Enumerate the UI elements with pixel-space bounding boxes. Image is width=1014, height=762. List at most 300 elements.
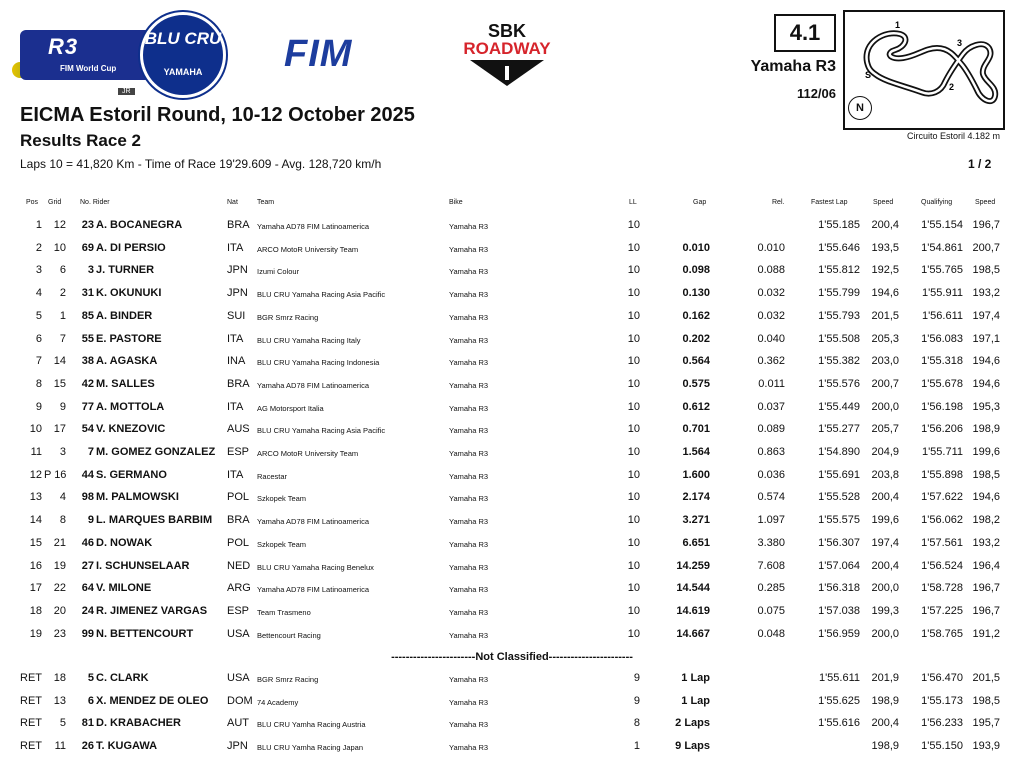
cell-rider: K. OKUNUKI [96, 287, 162, 300]
cell-bike: Yamaha R3 [449, 267, 489, 277]
col-grid: Grid [48, 199, 62, 206]
cell-spd: 200,4 [871, 559, 899, 572]
cell-spd: 200,0 [871, 400, 899, 413]
cell-spd: 194,6 [871, 287, 899, 300]
cell-qs: 201,5 [972, 672, 1000, 684]
cell-rider: E. PASTORE [96, 332, 162, 345]
cell-qs: 193,2 [972, 536, 1000, 549]
cell-num: 99 [81, 627, 94, 640]
cell-bike: Yamaha R3 [449, 222, 489, 231]
race-info: Laps 10 = 41,820 Km - Time of Race 19'29.609 - Avg. 128,720 km/h [20, 157, 382, 171]
cell-rider: C. CLARK [96, 672, 149, 684]
cell-fl: 1'56.307 [818, 536, 860, 549]
cell-num: 46 [81, 536, 94, 549]
cell-gap: 14.667 [676, 627, 710, 640]
cell-grid: 10 [53, 241, 66, 254]
cell-q: 1'56.083 [921, 332, 963, 345]
cell-bike: Yamaha R3 [449, 335, 489, 345]
cell-team: Yamaha AD78 FIM Latinoamerica [257, 380, 369, 390]
cell-num: 81 [81, 717, 94, 730]
cell-spd: 192,5 [871, 264, 899, 277]
cell-rider: S. GERMANO [96, 468, 167, 481]
table-row [0, 628, 1014, 650]
table-row [0, 560, 1014, 582]
r3-logo-text: R3 [48, 34, 79, 59]
cell-rel: 0.032 [757, 287, 785, 300]
cell-team: AG Motorsport Italia [257, 403, 324, 413]
cell-num: 44 [81, 468, 94, 481]
cell-nat: ITA [227, 468, 244, 481]
cell-num: 54 [81, 423, 94, 436]
cell-gap: 0.701 [682, 423, 710, 436]
cell-fl: 1'54.890 [818, 446, 860, 458]
cell-ll: 10 [627, 491, 640, 504]
cell-gap: 0.130 [682, 287, 710, 300]
table-row [0, 514, 1014, 536]
cell-gap: 0.162 [682, 309, 710, 322]
cell-ll: 10 [627, 355, 640, 368]
cell-nat: POL [227, 536, 250, 549]
cell-grid: 15 [53, 377, 66, 390]
cell-spd: 200,0 [871, 582, 899, 595]
cell-qs: 195,7 [972, 717, 1000, 730]
roadway-text: ROADWAY [463, 39, 551, 58]
cell-grid: 7 [59, 332, 66, 345]
col-ll: LL [629, 199, 637, 206]
cell-rider: D. KRABACHER [96, 717, 181, 730]
cell-team: BLU CRU Yamaha Racing Asia Pacific [257, 290, 386, 300]
cell-pos: 6 [35, 332, 42, 345]
cell-gap: 0.098 [682, 264, 710, 277]
cell-pos: 17 [29, 582, 42, 595]
cell-ll: 10 [627, 309, 640, 322]
col-gap: Gap [693, 199, 707, 206]
cell-team: Yamaha AD78 FIM Latinoamerica [257, 222, 369, 231]
circuit-info: Circuito Estoril 4.182 m [906, 131, 1000, 141]
cell-pos: 9 [35, 400, 42, 413]
cell-grid: 4 [59, 491, 66, 504]
cell-grid: P 16 [44, 468, 67, 481]
jr-badge: JR [118, 88, 135, 95]
cell-team: Yamaha AD78 FIM Latinoamerica [257, 517, 369, 527]
blu-cru-text: BLU CRU [144, 29, 222, 48]
col-pos: Pos [26, 199, 39, 206]
cell-pos: 7 [35, 355, 42, 368]
cell-num: 42 [81, 377, 94, 390]
cell-bike: Yamaha R3 [449, 585, 489, 595]
cell-fl: 1'56.318 [818, 582, 860, 595]
cell-fl: 1'57.064 [818, 559, 860, 572]
cell-grid: 19 [53, 559, 66, 572]
cell-team: BLU CRU Yamaha Racing Italy [257, 335, 361, 345]
cell-rider: N. BETTENCOURT [96, 627, 194, 640]
cell-grid: 13 [53, 694, 66, 707]
cell-nat: INA [227, 355, 246, 368]
cell-spd: 204,9 [871, 446, 899, 458]
track-label-1: 1 [895, 20, 901, 30]
cell-qs: 198,5 [972, 264, 1000, 277]
cell-fl: 1'55.616 [818, 717, 860, 730]
cell-pos: 12 [29, 468, 42, 481]
cell-spd: 201,5 [871, 309, 899, 322]
cell-ll: 10 [627, 400, 640, 413]
cell-rider: I. SCHUNSELAAR [96, 559, 190, 572]
cell-nat: JPN [227, 740, 248, 753]
table-row [0, 242, 1014, 264]
table-row [0, 491, 1014, 513]
cell-rider: M. SALLES [96, 377, 155, 390]
cell-bike: Yamaha R3 [449, 312, 489, 322]
cell-pos: 14 [29, 514, 42, 527]
cell-ll: 8 [633, 717, 640, 730]
cell-q: 1'55.765 [921, 264, 963, 277]
cell-fl: 1'55.576 [818, 377, 860, 390]
fim-logo: FIM [284, 33, 353, 75]
cell-ll: 10 [627, 604, 640, 617]
cell-grid: 23 [53, 627, 66, 640]
cell-num: 23 [81, 219, 94, 231]
cell-qs: 196,4 [972, 559, 1000, 572]
cell-num: 38 [81, 355, 94, 368]
cell-ll: 1 [633, 740, 640, 753]
cell-pos: 5 [35, 309, 42, 322]
cell-ll: 10 [627, 446, 640, 458]
cell-bike: Yamaha R3 [449, 471, 489, 481]
cell-spd: 203,0 [871, 355, 899, 368]
cell-fl: 1'55.646 [818, 241, 860, 254]
cell-team: Bettencourt Racing [257, 630, 321, 640]
cell-q: 1'56.611 [921, 309, 963, 322]
compass-north-icon: N [848, 96, 872, 120]
table-row [0, 537, 1014, 559]
cell-grid: 6 [59, 264, 66, 277]
cell-gap: 1 Lap [681, 672, 710, 684]
cell-q: 1'56.206 [921, 423, 963, 436]
cell-nat: BRA [227, 377, 250, 390]
cell-num: 85 [81, 309, 94, 322]
cell-grid: 12 [53, 219, 66, 231]
cell-nat: DOM [227, 694, 253, 707]
cell-team: Izumi Colour [257, 267, 300, 277]
cell-num: 55 [81, 332, 94, 345]
cell-grid: 9 [59, 400, 66, 413]
cell-grid: 18 [53, 672, 66, 684]
cell-qs: 198,5 [972, 468, 1000, 481]
page-number: 1 / 2 [968, 157, 992, 171]
yamaha-text: YAMAHA [163, 67, 203, 77]
cell-gap: 0.564 [682, 355, 710, 368]
cell-pos: RET [20, 672, 42, 684]
cell-num: 5 [87, 672, 94, 684]
cell-gap: 0.202 [682, 332, 710, 345]
cell-team: Szkopek Team [257, 494, 307, 504]
cell-q: 1'58.728 [921, 582, 963, 595]
cell-q: 1'55.173 [921, 694, 963, 707]
cell-bike: Yamaha R3 [449, 244, 489, 254]
table-row [0, 446, 1014, 468]
cell-spd: 201,9 [871, 672, 899, 684]
cell-rel: 7.608 [757, 559, 785, 572]
cell-nat: ESP [227, 604, 250, 617]
table-row [0, 333, 1014, 355]
cell-gap: 14.619 [676, 604, 710, 617]
col-rel: Rel. [772, 199, 785, 206]
class-name: Yamaha R3 [750, 58, 836, 75]
cell-spd: 200,4 [871, 491, 899, 504]
cell-q: 1'55.711 [921, 446, 963, 458]
cell-spd: 198,9 [871, 740, 899, 753]
cell-bike: Yamaha R3 [449, 358, 489, 368]
cell-ll: 10 [627, 423, 640, 436]
table-row [0, 264, 1014, 286]
cell-grid: 20 [53, 604, 66, 617]
cell-nat: ARG [227, 582, 251, 595]
cell-bike: Yamaha R3 [449, 539, 489, 549]
cell-team: 74 Academy [257, 697, 299, 707]
cell-spd: 200,4 [871, 219, 899, 231]
cell-nat: ESP [227, 446, 250, 458]
cell-q: 1'55.154 [921, 219, 963, 231]
track-label-2: 2 [949, 82, 955, 92]
cell-rel: 0.362 [757, 355, 785, 368]
cell-qs: 200,7 [972, 241, 1000, 254]
cell-pos: RET [20, 740, 42, 753]
sbk-roadway-logo [462, 22, 552, 93]
table-row [0, 219, 1014, 241]
col-team: Team [257, 199, 275, 206]
track-label-3: 3 [957, 38, 963, 48]
cell-fl: 1'55.575 [818, 514, 860, 527]
cell-gap: 3.271 [682, 514, 710, 527]
cell-nat: SUI [227, 309, 246, 322]
cell-pos: 4 [35, 287, 42, 300]
cell-q: 1'55.898 [921, 468, 963, 481]
cell-team: BLU CRU Yamha Racing Austria [257, 720, 366, 730]
cell-q: 1'55.911 [921, 287, 963, 300]
cell-qs: 194,6 [972, 355, 1000, 368]
cell-num: 31 [81, 287, 94, 300]
cell-num: 9 [87, 514, 94, 527]
cell-rider: V. MILONE [96, 582, 152, 595]
cell-ll: 9 [633, 672, 640, 684]
cell-q: 1'55.678 [921, 377, 963, 390]
r3-logo-subtext: FIM World Cup [60, 64, 117, 73]
sbk-text: SBK [487, 21, 526, 41]
cell-team: BLU CRU Yamha Racing Japan [257, 743, 364, 753]
cell-ll: 10 [627, 377, 640, 390]
cell-bike: Yamaha R3 [449, 697, 489, 707]
cell-pos: 19 [29, 627, 42, 640]
cell-bike: Yamaha R3 [449, 403, 489, 413]
cell-ll: 10 [627, 287, 640, 300]
cell-ll: 10 [627, 219, 640, 231]
cell-spd: 199,6 [871, 514, 899, 527]
cell-gap: 14.544 [676, 582, 710, 595]
cell-qs: 194,6 [972, 491, 1000, 504]
cell-bike: Yamaha R3 [449, 517, 489, 527]
cell-gap: 2 Laps [675, 717, 710, 730]
cell-grid: 3 [59, 446, 66, 458]
cell-bike: Yamaha R3 [449, 380, 489, 390]
cell-q: 1'56.198 [921, 400, 963, 413]
cell-rel: 0.089 [757, 423, 785, 436]
cell-team: BGR Smrz Racing [257, 312, 319, 322]
table-row [0, 401, 1014, 423]
col-qualifying-speed: Speed [975, 199, 996, 206]
table-row [0, 717, 1014, 739]
cell-team: BLU CRU Yamaha Racing Indonesia [257, 358, 380, 368]
track-label-start: S [865, 70, 872, 80]
cell-rider: A. BINDER [96, 309, 153, 322]
cell-q: 1'58.765 [921, 627, 963, 640]
cell-nat: USA [227, 672, 250, 684]
cell-qs: 193,2 [972, 287, 1000, 300]
cell-ll: 10 [627, 559, 640, 572]
cell-team: Yamaha AD78 FIM Latinoamerica [257, 585, 369, 595]
cell-team: Racestar [257, 471, 288, 481]
cell-ll: 10 [627, 332, 640, 345]
cell-pos: 15 [29, 536, 42, 549]
cell-nat: JPN [227, 264, 248, 277]
cell-rider: R. JIMENEZ VARGAS [96, 604, 208, 617]
cell-team: BLU CRU Yamaha Racing Benelux [257, 562, 374, 572]
cell-pos: 16 [29, 559, 42, 572]
cell-grid: 11 [54, 740, 66, 753]
col-bike: Bike [449, 199, 463, 206]
cell-qs: 193,9 [972, 740, 1000, 753]
cell-grid: 21 [53, 536, 66, 549]
cell-team: Szkopek Team [257, 539, 307, 549]
cell-fl: 1'57.038 [818, 604, 860, 617]
cell-grid: 17 [53, 423, 66, 436]
cell-rider: J. TURNER [96, 264, 155, 277]
cell-rider: L. MARQUES BARBIM [96, 514, 213, 527]
cell-ll: 10 [627, 582, 640, 595]
cell-rel: 0.285 [757, 582, 785, 595]
cell-gap: 1 Lap [681, 694, 710, 707]
cell-gap: 0.612 [682, 400, 710, 413]
cell-grid: 14 [53, 355, 66, 368]
cell-rel: 3.380 [757, 536, 785, 549]
cell-num: 24 [81, 604, 94, 617]
cell-rel: 0.863 [757, 446, 785, 458]
cell-grid: 2 [59, 287, 66, 300]
cell-nat: ITA [227, 241, 244, 254]
cell-q: 1'57.225 [921, 604, 963, 617]
cell-gap: 2.174 [682, 491, 710, 504]
cell-rel: 0.040 [757, 332, 785, 345]
cell-q: 1'55.150 [921, 740, 963, 753]
cell-nat: NED [227, 559, 251, 572]
cell-team: ARCO MotoR University Team [257, 244, 359, 254]
session-title: Results Race 2 [20, 131, 141, 150]
cell-rider: A. AGASKA [96, 355, 158, 368]
cell-bike: Yamaha R3 [449, 494, 489, 504]
cell-rider: V. KNEZOVIC [96, 423, 166, 436]
cell-rel: 0.010 [757, 241, 785, 254]
cell-pos: 3 [35, 264, 42, 277]
cell-pos: 13 [29, 491, 42, 504]
cell-pos: 10 [29, 423, 42, 436]
cell-gap: 6.651 [682, 536, 710, 549]
cell-rel: 0.574 [757, 491, 785, 504]
cell-ll: 10 [627, 514, 640, 527]
cell-bike: Yamaha R3 [449, 562, 489, 572]
cell-qs: 191,2 [972, 627, 1000, 640]
cell-spd: 205,3 [871, 332, 899, 345]
cell-num: 3 [87, 264, 94, 277]
table-row [0, 695, 1014, 717]
cell-qs: 198,5 [972, 694, 1000, 707]
document-code: 112/06 [796, 86, 836, 101]
cell-spd: 200,0 [871, 627, 899, 640]
cell-rider: A. DI PERSIO [96, 241, 166, 254]
cell-rel: 0.075 [757, 604, 785, 617]
table-row [0, 378, 1014, 400]
cell-rider: X. MENDEZ DE OLEO [96, 694, 209, 707]
cell-nat: BRA [227, 219, 250, 231]
table-row [0, 740, 1014, 762]
cell-spd: 200,4 [871, 717, 899, 730]
cell-gap: 1.600 [682, 468, 710, 481]
cell-qs: 195,3 [972, 400, 1000, 413]
cell-fl: 1'55.799 [818, 287, 860, 300]
cell-rel: 0.011 [758, 377, 785, 390]
table-row [0, 287, 1014, 309]
cell-spd: 199,3 [871, 604, 899, 617]
cell-num: 64 [81, 582, 94, 595]
cell-bike: Yamaha R3 [449, 426, 489, 436]
cell-ll: 10 [627, 468, 640, 481]
cell-nat: ITA [227, 332, 244, 345]
cell-ll: 10 [627, 627, 640, 640]
cell-team: ARCO MotoR University Team [257, 449, 359, 458]
cell-nat: AUT [227, 717, 249, 730]
cell-rel: 1.097 [757, 514, 785, 527]
cell-pos: 1 [35, 219, 42, 231]
cell-fl: 1'55.691 [818, 468, 860, 481]
cell-gap: 0.010 [682, 241, 710, 254]
cell-fl: 1'55.625 [818, 694, 860, 707]
cell-ll: 10 [627, 536, 640, 549]
cell-team: Team Trasmeno [257, 607, 311, 617]
cell-nat: USA [227, 627, 250, 640]
cell-q: 1'56.062 [921, 514, 963, 527]
cell-q: 1'55.318 [921, 355, 963, 368]
cell-pos: RET [20, 694, 42, 707]
cell-grid: 22 [53, 582, 66, 595]
cell-rel: 0.037 [757, 400, 785, 413]
cell-gap: 0.575 [682, 377, 710, 390]
cell-spd: 200,7 [871, 377, 899, 390]
cell-rider: D. NOWAK [96, 536, 153, 549]
table-row [0, 605, 1014, 627]
cell-gap: 9 Laps [675, 740, 710, 753]
col-speed: Speed [873, 199, 894, 206]
cell-ll: 9 [633, 694, 640, 707]
cell-num: 7 [87, 446, 94, 458]
cell-pos: 2 [35, 241, 42, 254]
cell-q: 1'57.561 [921, 536, 963, 549]
col-num-rider: No. Rider [80, 199, 110, 206]
cell-team: BGR Smrz Racing [257, 675, 319, 684]
cell-rel: 0.036 [757, 468, 785, 481]
cell-fl: 1'55.277 [818, 423, 860, 436]
table-row [0, 310, 1014, 332]
cell-num: 26 [81, 740, 94, 753]
cell-num: 77 [81, 400, 94, 413]
roadway-icon [462, 58, 552, 88]
